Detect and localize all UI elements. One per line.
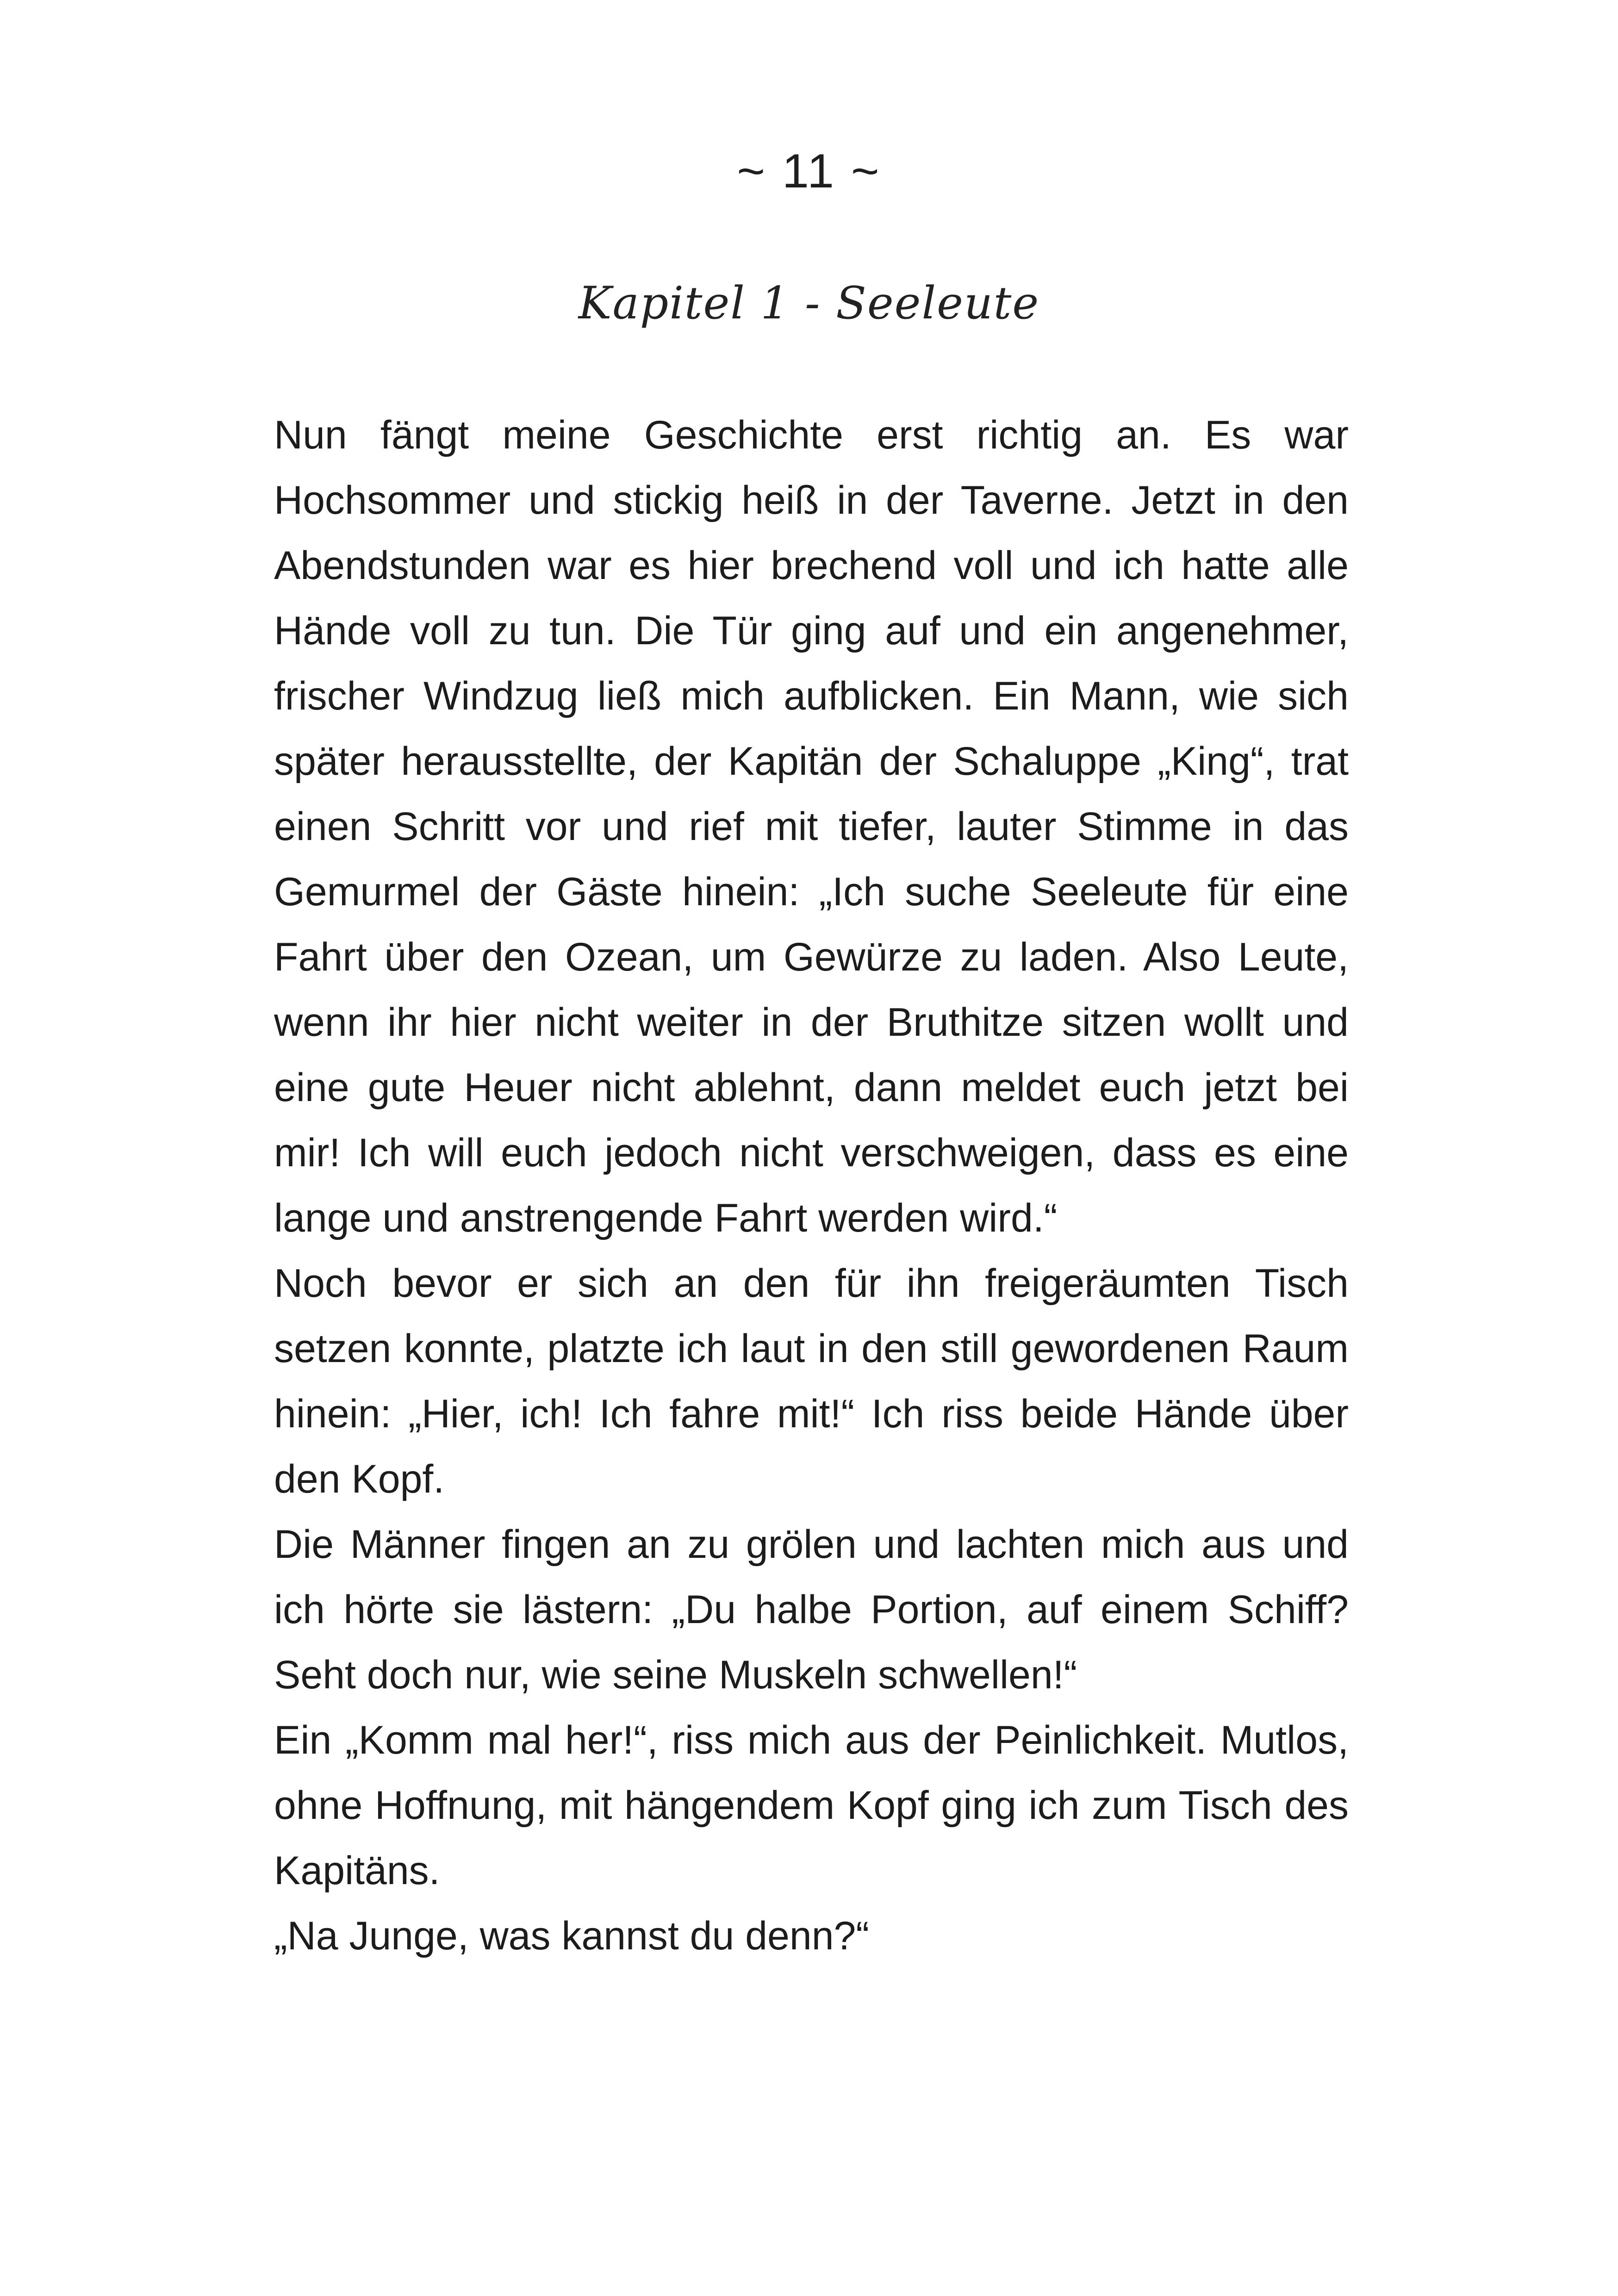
chapter-title: Kapitel 1 - Seeleute: [578, 277, 1040, 329]
paragraph: Nun fängt meine Geschichte erst richtig an. Es war Hochsommer und stickig heiß in der Taverne. Jetzt in den Abendstunden war es hier brechend voll und ich hatte alle Hände voll zu tun. Die Tür ging auf und ein angenehmer, frischer Windzug ließ mich aufblicken. Ein Mann, wie sich später herausstellte, der Kapitän der Schaluppe „King“, trat einen Schritt vor und rief mit tiefer, lauter Stimme in das Gemurmel der Gäste hinein: „Ich suche Seeleute für eine Fahrt über den Ozean, um Gewürze zu laden. Also Leute, wenn ihr hier nicht weiter in der Bruthitze sitzen wollt und eine gute Heuer nicht ablehnt, dann meldet euch jetzt bei mir! Ich will euch jedoch nicht verschweigen, dass es eine lange und anstrengende Fahrt werden wird.“: [274, 413, 1349, 1240]
paragraph: „Na Junge, was kannst du denn?“: [274, 1914, 870, 1958]
paragraph: Die Männer fingen an zu grölen und lachten mich aus und ich hörte sie lästern: „Du halbe Portion, auf einem Schiff? Seht doch nur, wie seine Muskeln schwellen!“: [274, 1522, 1349, 1697]
paragraph: Ein „Komm mal her!“, riss mich aus der Peinlichkeit. Mutlos, ohne Hoffnung, mit hängendem Kopf ging ich zum Tisch des Kapitäns.: [274, 1718, 1349, 1893]
page-number: ~ 11 ~: [737, 144, 881, 198]
paragraph: Noch bevor er sich an den für ihn freigeräumten Tisch setzen konnte, platzte ich laut in den still gewordenen Raum hinein: „Hier, ich! Ich fahre mit!“ Ich riss beide Hände über den Kopf.: [274, 1261, 1349, 1501]
chapter-body: [274, 403, 1349, 1969]
